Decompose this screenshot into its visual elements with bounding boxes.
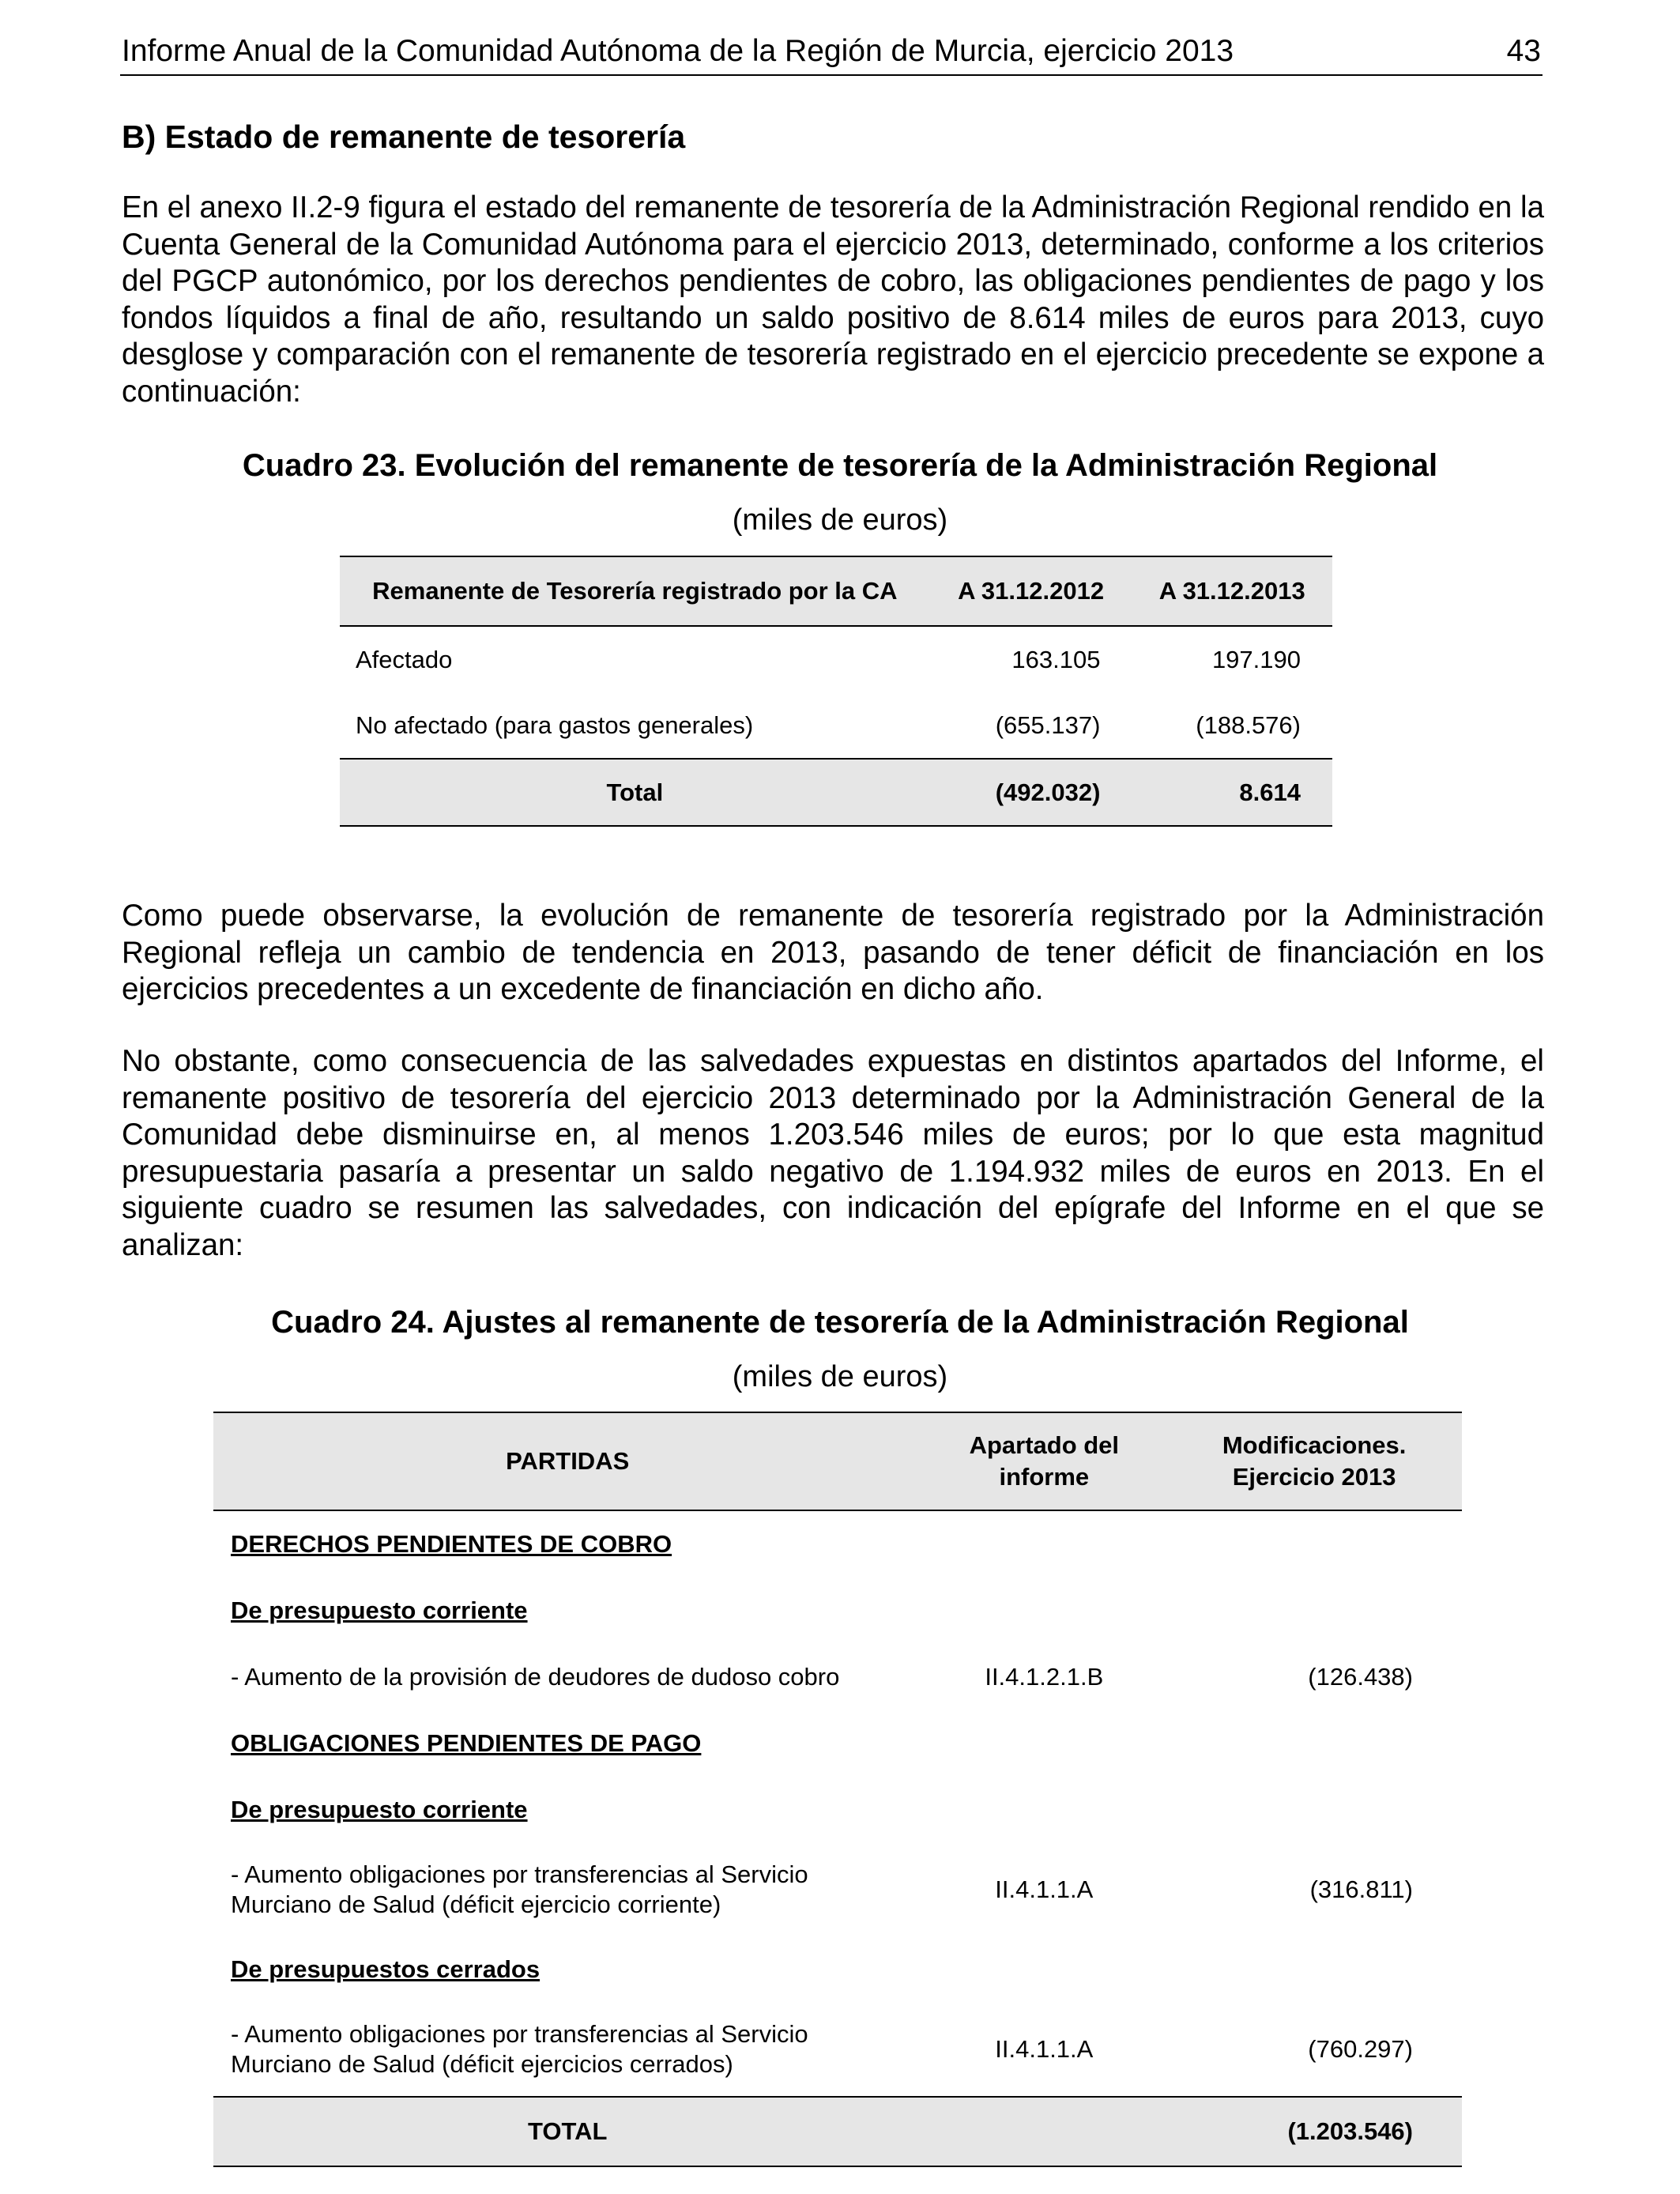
cell-value: (126.438)	[1308, 1663, 1413, 1691]
table-remanente-evolucion	[340, 556, 1332, 827]
total-value: (492.032)	[930, 759, 1132, 826]
paragraph-evolution: Como puede observarse, la evolución de remanente de tesorería registrado por la Administración Regional refleja un cambio de tendencia en 2013, pasando de tener déficit de financiación en los ejercicios precedentes a un excedente de financiación en dicho año.	[122, 899, 1544, 1006]
cell-value: (655.137)	[995, 711, 1101, 739]
paragraph-adjustments: No obstante, como consecuencia de las salvedades expuestas en distintos apartados del Informe, el remanente positivo de tesorería del ejercicio 2013 determinado por la Administración General de la Comunidad debe disminuirse en, al menos 1.203.546 miles de euros; por lo que esta magnitud presupuestaria pasaría a presentar un saldo negativo de 1.194.932 miles de euros en 2013. En el siguiente cuadro se resumen las salvedades, con indicación del epígrafe del Informe en el que se analizan:	[122, 1044, 1544, 1262]
table-row	[213, 1777, 1462, 1843]
table-ajustes-remanente	[213, 1412, 1462, 2167]
cell-value: 197.190	[1211, 645, 1301, 673]
table23-caption: Cuadro 23. Evolución del remanente de tesorería de la Administración Regional	[242, 448, 1438, 483]
table-header-row	[213, 1412, 1462, 1510]
column-header: A 31.12.2013	[1132, 556, 1332, 626]
row-label: Afectado	[356, 645, 453, 673]
group-heading: DERECHOS PENDIENTES DE COBRO	[231, 1530, 672, 1558]
table-row	[213, 1936, 1462, 2003]
table24-units: (miles de euros)	[732, 1360, 948, 1393]
table-row	[213, 1710, 1462, 1777]
cell-apartado: II.4.1.1.A	[995, 1875, 1094, 1903]
cell-apartado: II.4.1.1.A	[995, 2035, 1094, 2063]
running-header	[120, 32, 1543, 76]
row-label: No afectado (para gastos generales)	[356, 711, 754, 739]
column-header: Modificaciones. Ejercicio 2013	[1166, 1412, 1462, 1510]
column-header: A 31.12.2012	[930, 556, 1132, 626]
group-heading: OBLIGACIONES PENDIENTES DE PAGO	[231, 1729, 702, 1757]
row-label: - Aumento de la provisión de deudores de dudoso cobro	[231, 1663, 840, 1691]
paragraph-intro: En el anexo II.2-9 figura el estado del remanente de tesorería de la Administración Regional rendido en la Cuenta General de la Comunidad Autónoma para el ejercicio 2013, determinado, conforme a los criterios del PGCP autonómico, por los derechos pendientes de cobro, las obligaciones pendientes de pago y los fondos líquidos a final de año, resultando un saldo positivo de 8.614 miles de euros para 2013, cuyo desglose y comparación con el remanente de tesorería registrado en el ejercicio precedente se expone a continuación:	[122, 190, 1544, 409]
table-row	[340, 626, 1332, 692]
row-label: - Aumento obligaciones por transferencias al Servicio Murciano de Salud (déficit ejercicios cerrados)	[231, 2020, 808, 2078]
column-header: Apartado del informe	[921, 1412, 1166, 1510]
table-row	[213, 1510, 1462, 1578]
cell-value: (760.297)	[1308, 2035, 1413, 2063]
table-header-row	[340, 556, 1332, 626]
table-total-row	[340, 759, 1332, 826]
table-row	[213, 1843, 1462, 1936]
cell-value: 163.105	[1011, 645, 1101, 673]
total-label: TOTAL	[213, 2097, 921, 2166]
page-number: 43	[1506, 34, 1541, 68]
table-row	[213, 1578, 1462, 1644]
total-apartado	[921, 2097, 1166, 2166]
column-header: PARTIDAS	[213, 1412, 921, 1510]
column-header: Remanente de Tesorería registrado por la CA	[340, 556, 930, 626]
total-label: Total	[340, 759, 930, 826]
table23-units: (miles de euros)	[732, 503, 948, 537]
section-title: B) Estado de remanente de tesorería	[122, 119, 686, 155]
table24-caption: Cuadro 24. Ajustes al remanente de tesorería de la Administración Regional	[271, 1305, 1409, 1340]
total-value: 8.614	[1132, 759, 1332, 826]
total-value: (1.203.546)	[1166, 2097, 1462, 2166]
table-row	[213, 1644, 1462, 1710]
row-label: - Aumento obligaciones por transferencias al Servicio Murciano de Salud (déficit ejercicio corriente)	[231, 1860, 808, 1918]
table-row	[213, 2003, 1462, 2097]
cell-apartado: II.4.1.2.1.B	[985, 1663, 1104, 1691]
cell-value: (188.576)	[1196, 711, 1301, 739]
subgroup-heading: De presupuesto corriente	[231, 1596, 528, 1624]
subgroup-heading: De presupuestos cerrados	[231, 1955, 541, 1983]
cell-value: (316.811)	[1309, 1875, 1413, 1903]
table-total-row	[213, 2097, 1462, 2166]
subgroup-heading: De presupuesto corriente	[231, 1796, 528, 1823]
header-title: Informe Anual de la Comunidad Autónoma de la Región de Murcia, ejercicio 2013	[122, 34, 1234, 68]
table-row	[340, 692, 1332, 759]
